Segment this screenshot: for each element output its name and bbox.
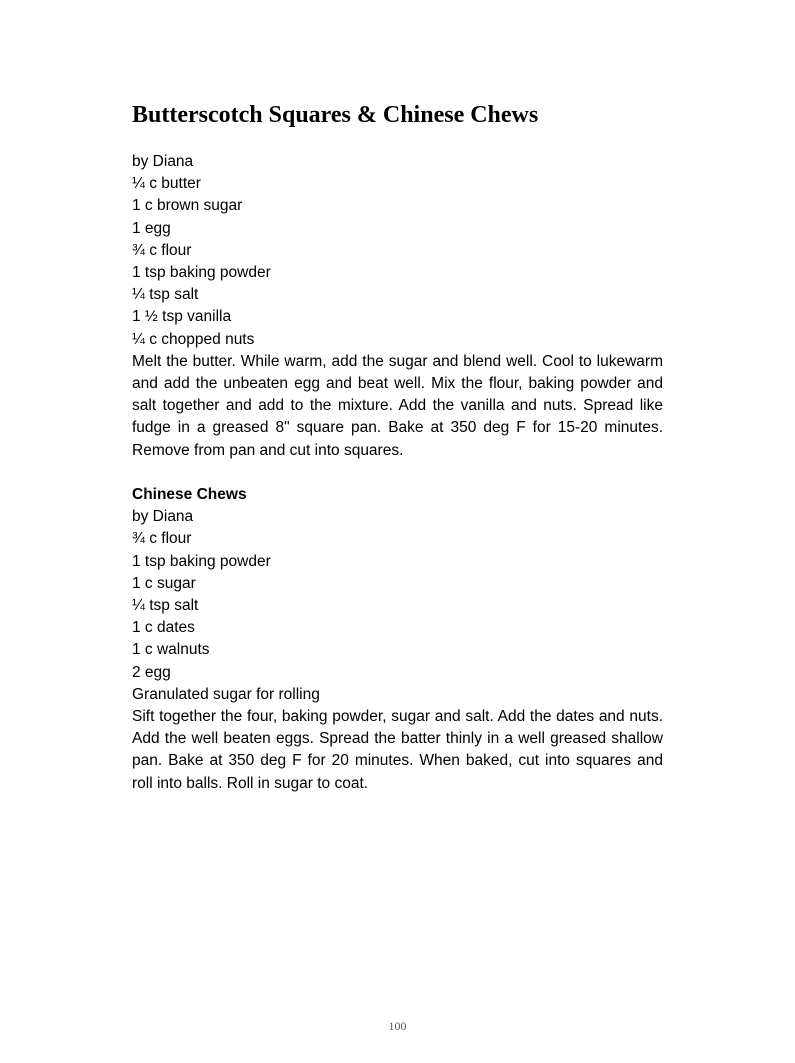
butterscotch-squares-recipe [132,151,663,462]
recipe-instructions: Sift together the four, baking powder, sugar and salt. Add the dates and nuts. Add the well beaten eggs. Spread the batter thinly in a well greased shallow pan. Bake at 350 deg F for 20 minutes. When baked, cut into squares and roll into balls. Roll in sugar to coat. [132,708,663,792]
section-spacer [132,462,663,484]
ingredient-item: ¼ tsp salt [132,286,199,304]
ingredient-item: Granulated sugar for rolling [132,685,320,703]
page-number: 100 [388,1019,407,1033]
ingredient-item: 1 ½ tsp vanilla [132,308,232,326]
ingredient-item: ¾ c flour [132,530,192,548]
ingredient-list [132,528,663,706]
ingredient-item: 2 egg [132,663,171,681]
recipe-content [132,151,663,795]
ingredient-item: ¼ tsp salt [132,597,199,615]
ingredient-item: 1 c dates [132,619,195,637]
recipe-author: by Diana [132,508,194,526]
ingredient-item: 1 tsp baking powder [132,552,271,570]
ingredient-item: 1 c walnuts [132,641,210,659]
recipe-instructions: Melt the butter. While warm, add the sugar and blend well. Cool to lukewarm and add the unbeaten egg and beat well. Mix the flour, baking powder and salt together and add to the mixture. Add the vanilla and nuts. Spread like fudge in a greased 8" square pan. Bake at 350 deg F for 15-20 minutes. Remove from pan and cut into squares. [132,352,663,459]
ingredient-list [132,173,663,351]
ingredient-item: 1 tsp baking powder [132,264,271,282]
recipe-heading: Chinese Chews [132,486,247,504]
page-title: Butterscotch Squares & Chinese Chews [132,102,539,128]
ingredient-item: ¼ c chopped nuts [132,330,255,348]
recipe-author: by Diana [132,153,194,170]
ingredient-item: ¼ c butter [132,175,201,193]
ingredient-item: 1 c brown sugar [132,197,243,215]
ingredient-item: 1 c sugar [132,574,196,592]
ingredient-item: 1 egg [132,219,171,237]
ingredient-item: ¾ c flour [132,241,192,259]
chinese-chews-recipe [132,484,663,795]
